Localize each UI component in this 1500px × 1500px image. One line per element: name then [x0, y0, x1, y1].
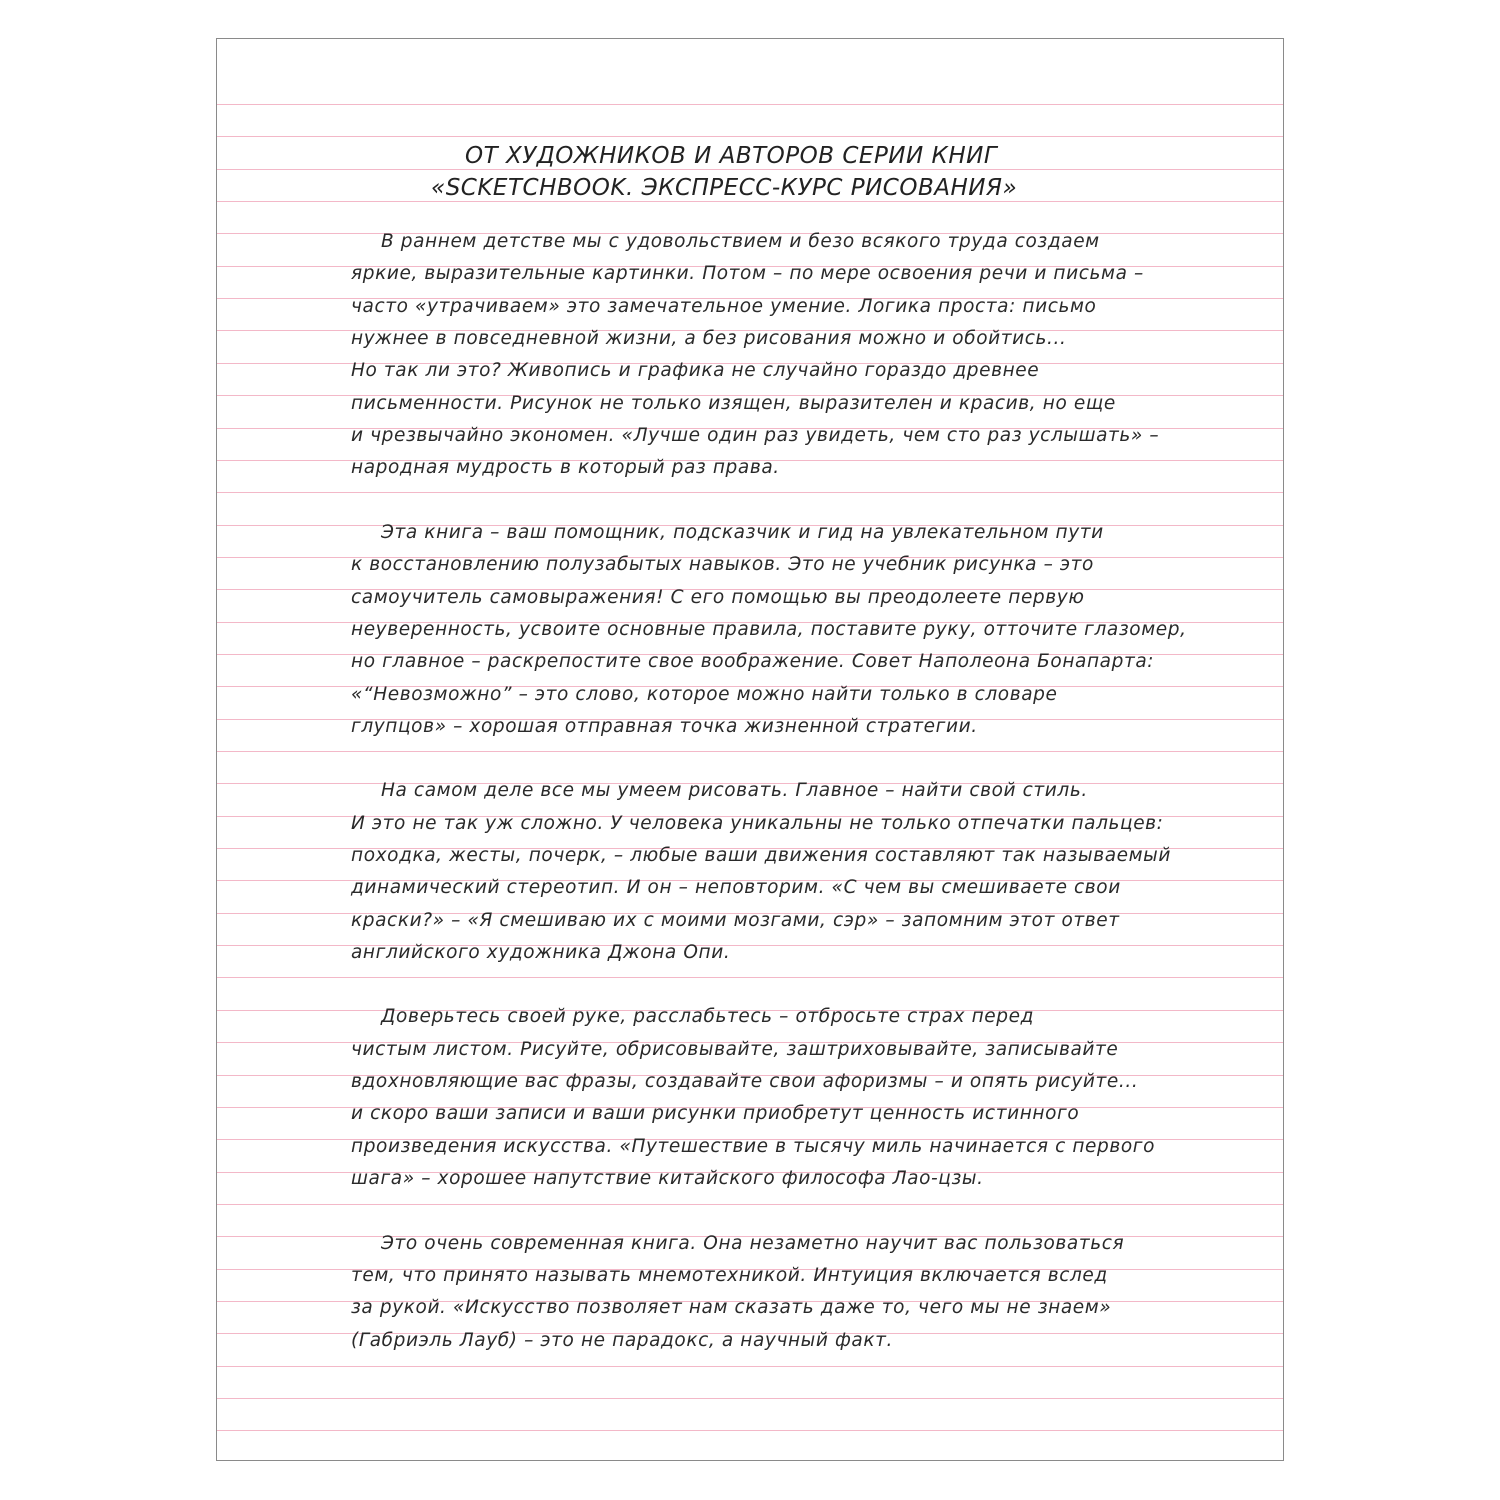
paragraph-2-line-6: «“Невозможно” – это слово, которое можно найти только в словаре — [351, 684, 1058, 705]
paragraph-4-line-5: произведения искусства. «Путешествие в тысячу миль начинается с первого — [351, 1136, 1156, 1157]
ruled-line — [217, 1204, 1283, 1205]
paragraph-2-line-2: к восстановлению полузабытых навыков. Это не учебник рисунка – это — [351, 554, 1094, 575]
paragraph-2-line-3: самоучитель самовыражения! С его помощью вы преодолеете первую — [351, 587, 1085, 608]
paragraph-1-line-7: и чрезвычайно экономен. «Лучше один раз увидеть, чем сто раз услышать» – — [351, 425, 1160, 446]
ruled-line — [217, 169, 1283, 170]
paragraph-2-line-5: но главное – раскрепостите свое воображение. Совет Наполеона Бонапарта: — [351, 651, 1155, 672]
paragraph-1-line-6: письменности. Рисунок не только изящен, выразителен и красив, но еще — [351, 393, 1116, 414]
paragraph-1-line-2: яркие, выразительные картинки. Потом – по мере освоения речи и письма – — [351, 263, 1144, 284]
ruled-line — [217, 201, 1283, 202]
paragraph-3-line-6: английского художника Джона Опи. — [351, 942, 731, 963]
ruled-line — [217, 104, 1283, 105]
paragraph-5-line-2: тем, что принято называть мнемотехникой. Интуиция включается вслед — [351, 1265, 1108, 1286]
paragraph-3-line-2: И это не так уж сложно. У человека уникальны не только отпечатки пальцев: — [351, 813, 1164, 834]
paragraph-5-line-3: за рукой. «Искусство позволяет нам сказать даже то, чего мы не знаем» — [351, 1297, 1112, 1318]
paragraph-4-line-4: и скоро ваши записи и ваши рисунки приобретут ценность истинного — [351, 1103, 1080, 1124]
paragraph-2-line-4: неуверенность, усвоите основные правила, поставите руку, отточите глазомер, — [351, 619, 1187, 640]
page — [216, 38, 1284, 1461]
paragraph-3-line-4: динамический стереотип. И он – неповторим. «С чем вы смешиваете свои — [351, 877, 1121, 898]
ruled-line — [217, 136, 1283, 137]
paragraph-1-line-4: нужнее в повседневной жизни, а без рисования можно и обойтись... — [351, 328, 1067, 349]
paragraph-2-line-7: глупцов» – хорошая отправная точка жизненной стратегии. — [351, 716, 978, 737]
paragraph-1-line-3: часто «утрачиваем» это замечательное умение. Логика проста: письмо — [351, 296, 1097, 317]
ruled-line — [217, 1430, 1283, 1431]
ruled-line — [217, 977, 1283, 978]
paragraph-3-line-5: краски?» – «Я смешиваю их с моими мозгами, сэр» – запомним этот ответ — [351, 910, 1120, 931]
paragraph-2-line-1: Эта книга – ваш помощник, подсказчик и гид на увлекательном пути — [381, 522, 1104, 543]
paragraph-1-line-8: народная мудрость в который раз права. — [351, 457, 780, 478]
paragraph-4-line-3: вдохновляющие вас фразы, создавайте свои афоризмы – и опять рисуйте... — [351, 1071, 1139, 1092]
paragraph-4-line-2: чистым листом. Рисуйте, обрисовывайте, заштриховывайте, записывайте — [351, 1039, 1119, 1060]
paragraph-5-line-4: (Габриэль Лауб) – это не парадокс, а научный факт. — [351, 1330, 893, 1351]
title-line-2: «SCKETCHBOOK. ЭКСПРЕСС-КУРС РИСОВАНИЯ» — [431, 175, 1018, 201]
title-line-1: ОТ ХУДОЖНИКОВ И АВТОРОВ СЕРИИ КНИГ — [465, 143, 998, 169]
paragraph-4-line-6: шага» – хорошее напутствие китайского философа Лао-цзы. — [351, 1168, 984, 1189]
paragraph-1-line-1: В раннем детстве мы с удовольствием и безо всякого труда создаем — [381, 231, 1100, 252]
ruled-line — [217, 751, 1283, 752]
paragraph-3-line-1: На самом деле все мы умеем рисовать. Главное – найти свой стиль. — [381, 780, 1088, 801]
ruled-line — [217, 492, 1283, 493]
paragraph-1-line-5: Но так ли это? Живопись и графика не случайно гораздо древнее — [351, 360, 1040, 381]
ruled-line — [217, 1366, 1283, 1367]
paragraph-3-line-3: походка, жесты, почерк, – любые ваши движения составляют так называемый — [351, 845, 1171, 866]
paragraph-4-line-1: Доверьтесь своей руке, расслабьтесь – отбросьте страх перед — [381, 1006, 1034, 1027]
ruled-line — [217, 1398, 1283, 1399]
paragraph-5-line-1: Это очень современная книга. Она незаметно научит вас пользоваться — [381, 1233, 1125, 1254]
